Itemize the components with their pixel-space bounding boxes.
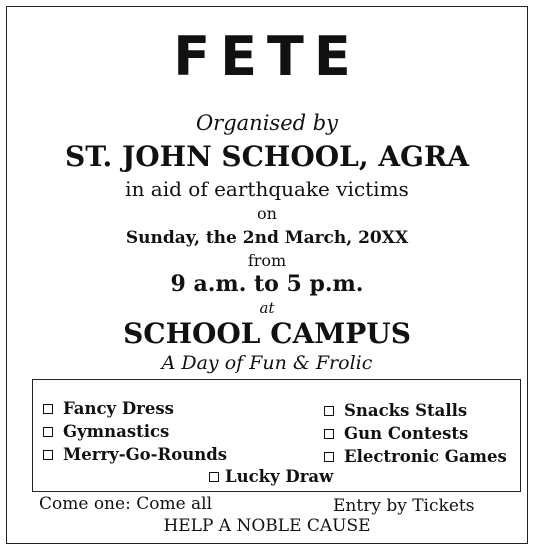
school-name: ST. JOHN SCHOOL, AGRA <box>65 140 469 173</box>
activity-electronic-games <box>324 447 507 466</box>
checkbox-icon <box>209 472 219 482</box>
activity-merry-go-rounds <box>43 445 227 464</box>
activity-label: Electronic Games <box>344 447 507 466</box>
activities-box <box>32 379 521 492</box>
at-label: at <box>259 299 275 317</box>
from-label: from <box>247 251 287 270</box>
event-time: 9 a.m. to 5 p.m. <box>170 271 364 297</box>
noble-cause-text: HELP A NOBLE CAUSE <box>163 516 371 536</box>
checkbox-icon <box>43 427 53 437</box>
checkbox-icon <box>324 406 334 416</box>
activity-lucky-draw <box>209 467 333 486</box>
tagline: A Day of Fun & Frolic <box>161 352 373 374</box>
checkbox-icon <box>43 450 53 460</box>
activity-label: Lucky Draw <box>225 467 334 486</box>
fete-poster <box>6 6 528 544</box>
entry-text: Entry by Tickets <box>333 496 475 516</box>
activity-snacks-stalls <box>324 401 467 420</box>
event-venue: SCHOOL CAMPUS <box>123 317 411 350</box>
activity-label: Gymnastics <box>63 422 170 441</box>
checkbox-icon <box>43 404 53 414</box>
activity-label: Fancy Dress <box>63 399 174 418</box>
purpose-text: in aid of earthquake victims <box>125 177 409 201</box>
event-date: Sunday, the 2nd March, 20XX <box>125 228 409 248</box>
activity-label: Merry-Go-Rounds <box>63 445 228 464</box>
activity-fancy-dress <box>43 399 174 418</box>
on-label: on <box>257 204 277 223</box>
activity-gun-contests <box>324 424 468 443</box>
checkbox-icon <box>324 429 334 439</box>
come-all-text: Come one: Come all <box>39 494 213 514</box>
activity-label: Gun Contests <box>344 424 469 443</box>
organised-by-label: Organised by <box>195 111 339 135</box>
activity-gymnastics <box>43 422 169 441</box>
poster-title: FETE <box>173 25 361 88</box>
checkbox-icon <box>324 452 334 462</box>
activity-label: Snacks Stalls <box>344 401 468 420</box>
